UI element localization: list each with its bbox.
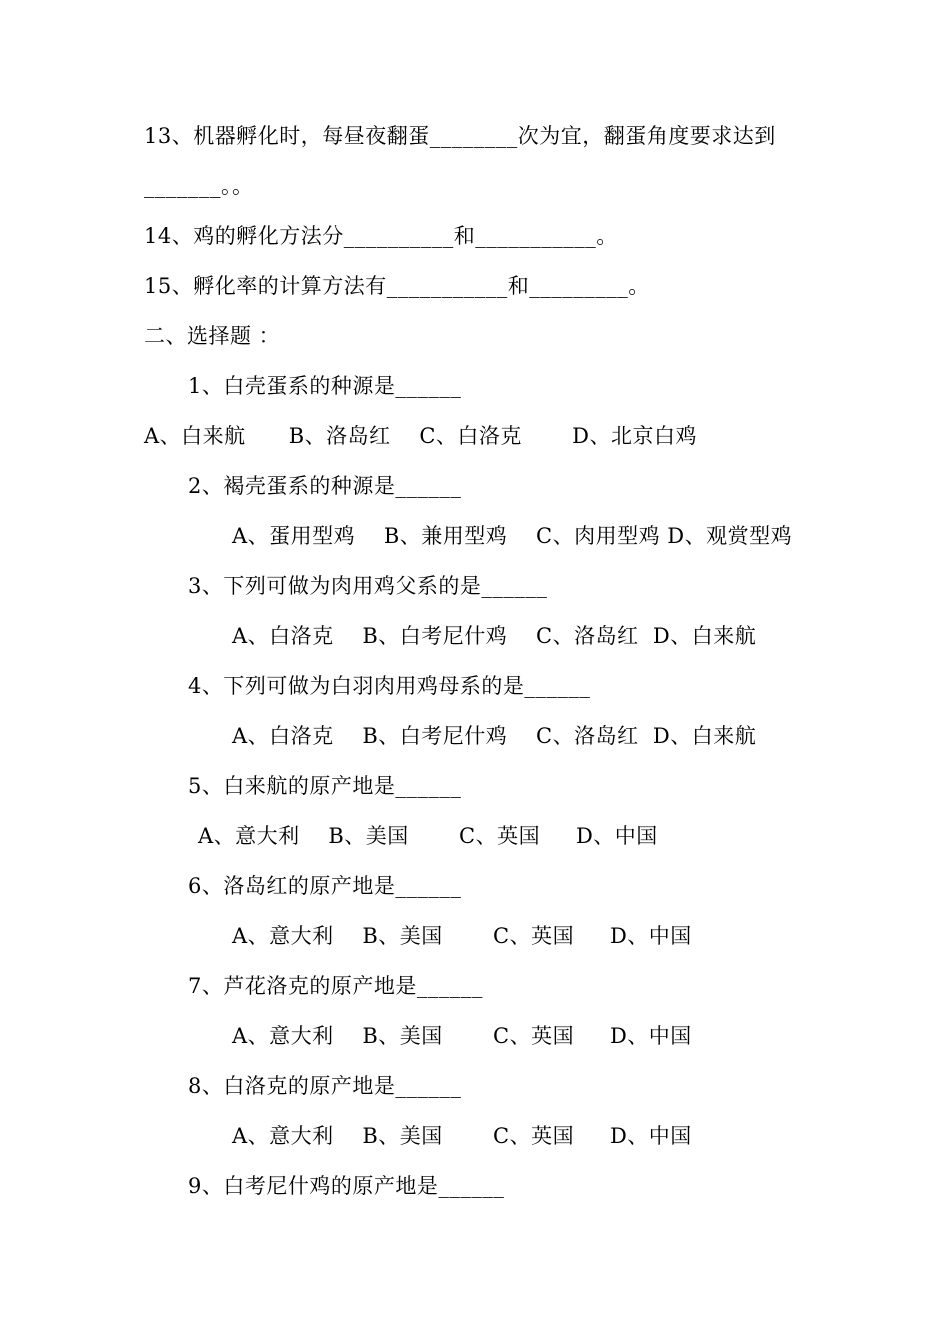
- mc-question-3: 3、下列可做为肉用鸡父系的是______: [188, 574, 548, 598]
- mc-options-4: A、白洛克 B、白考尼什鸡 C、洛岛红 D、白来航: [232, 724, 757, 748]
- section-heading-choice: 二、选择题 ：: [144, 324, 281, 348]
- question-15: 15、孵化率的计算方法有___________和_________。: [144, 274, 650, 298]
- mc-question-1: 1、白壳蛋系的种源是______: [188, 374, 462, 398]
- mc-options-1: A、白来航 B、洛岛红 C、白洛克 D、北京白鸡: [144, 424, 697, 448]
- mc-options-3: A、白洛克 B、白考尼什鸡 C、洛岛红 D、白来航: [232, 624, 757, 648]
- question-14: 14、鸡的孵化方法分__________和___________。: [144, 224, 618, 248]
- question-13-line-2: _______。。: [144, 174, 254, 198]
- mc-question-6: 6、洛岛红的原产地是______: [188, 874, 462, 898]
- question-13-line-1: 13、机器孵化时，每昼夜翻蛋________次为宜，翻蛋角度要求达到: [144, 124, 776, 148]
- mc-options-5: A、意大利 B、美国 C、英国 D、中国: [198, 824, 658, 848]
- mc-options-8: A、意大利 B、美国 C、英国 D、中国: [232, 1124, 692, 1148]
- mc-question-4: 4、下列可做为白羽肉用鸡母系的是______: [188, 674, 591, 698]
- mc-question-5: 5、白来航的原产地是______: [188, 774, 462, 798]
- mc-options-2: A、蛋用型鸡 B、兼用型鸡 C、肉用型鸡 D、观赏型鸡: [232, 524, 793, 548]
- mc-question-8: 8、白洛克的原产地是______: [188, 1074, 462, 1098]
- mc-question-9: 9、白考尼什鸡的原产地是______: [188, 1174, 505, 1198]
- mc-options-7: A、意大利 B、美国 C、英国 D、中国: [232, 1024, 692, 1048]
- mc-question-7: 7、芦花洛克的原产地是______: [188, 974, 483, 998]
- mc-question-2: 2、褐壳蛋系的种源是______: [188, 474, 462, 498]
- mc-options-6: A、意大利 B、美国 C、英国 D、中国: [232, 924, 692, 948]
